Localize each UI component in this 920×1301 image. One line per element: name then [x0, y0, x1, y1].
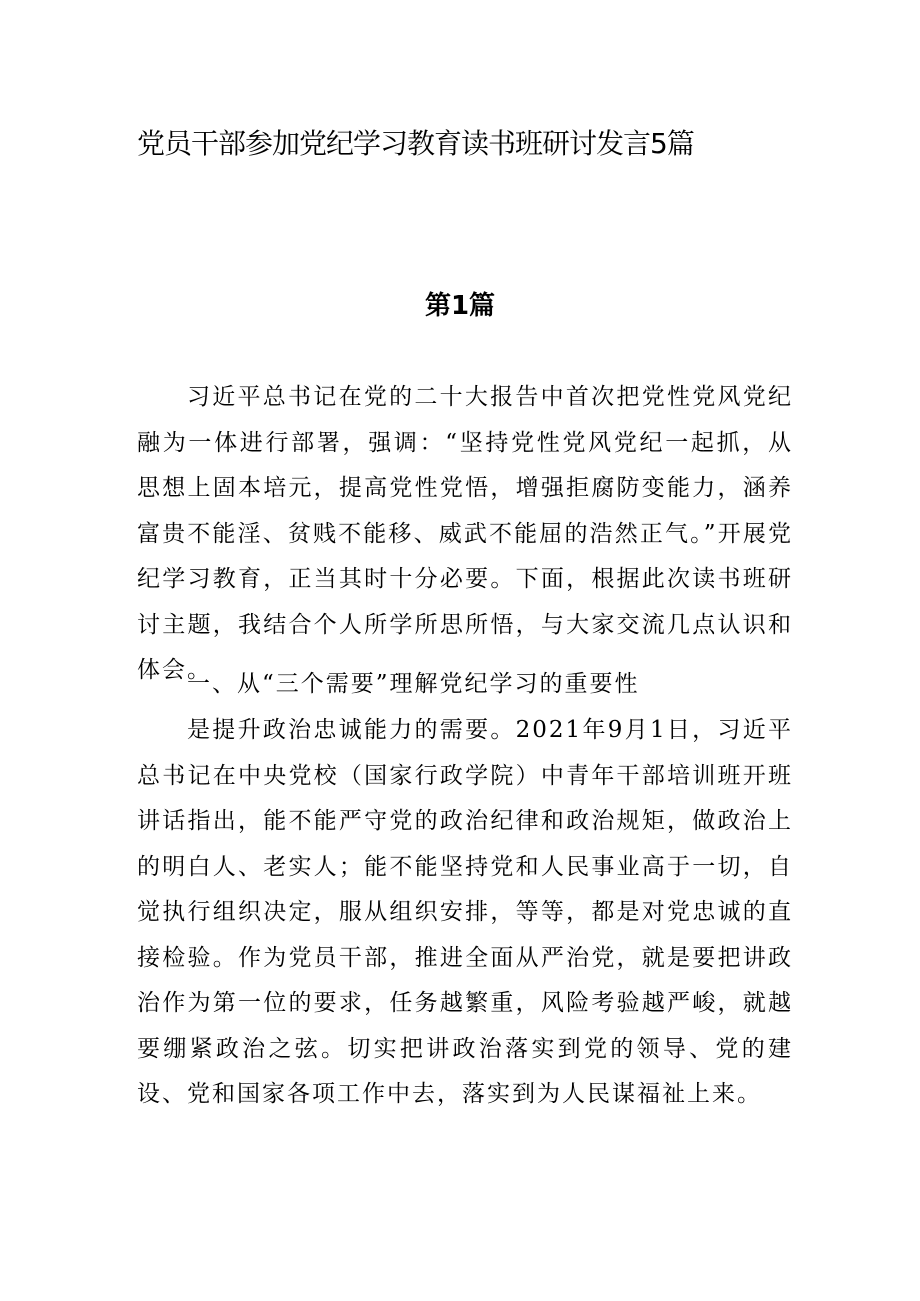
- paragraph-intro: [137, 375, 793, 694]
- paragraph-text: 是提升政治忠诚能力的需要。2021年9月1日，习近平总书记在中央党校（国家行政学院）中青年干部培训班开班讲话指出，能不能严守党的政治纪律和政治规矩，做政治上的明白人、老实人；能不能坚持党和人民事业高于一切，自觉执行组织决定，服从组织安排，等等，都是对党忠诚的直接检验。作为党员干部，推进全面从严治党，就是要把讲政治作为第一位的要求，任务越繁重，风险考验越严峻，就越要绷紧政治之弦。切实把讲政治落实到党的领导、党的建设、党和国家各项工作中去，落实到为人民谋福祉上来。: [137, 717, 793, 1107]
- paragraph-political-loyalty: [137, 708, 793, 1118]
- document-title: 党员干部参加党纪学习教育读书班研讨发言5篇: [137, 127, 694, 160]
- subheading-one: [137, 662, 793, 708]
- section-heading: 第1篇: [424, 291, 496, 321]
- subheading-text: 一、从“三个需要”理解党纪学习的重要性: [187, 671, 640, 697]
- paragraph-text: 习近平总书记在党的二十大报告中首次把党性党风党纪融为一体进行部署，强调：“坚持党性党风党纪一起抓，从思想上固本培元，提高党性党悟，增强拒腐防变能力，涵养富贵不能淫、贫贱不能移、威武不能屈的浩然正气。”开展党纪学习教育，正当其时十分必要。下面，根据此次读书班研讨主题，我结合个人所学所思所悟，与大家交流几点认识和体会。: [137, 384, 793, 683]
